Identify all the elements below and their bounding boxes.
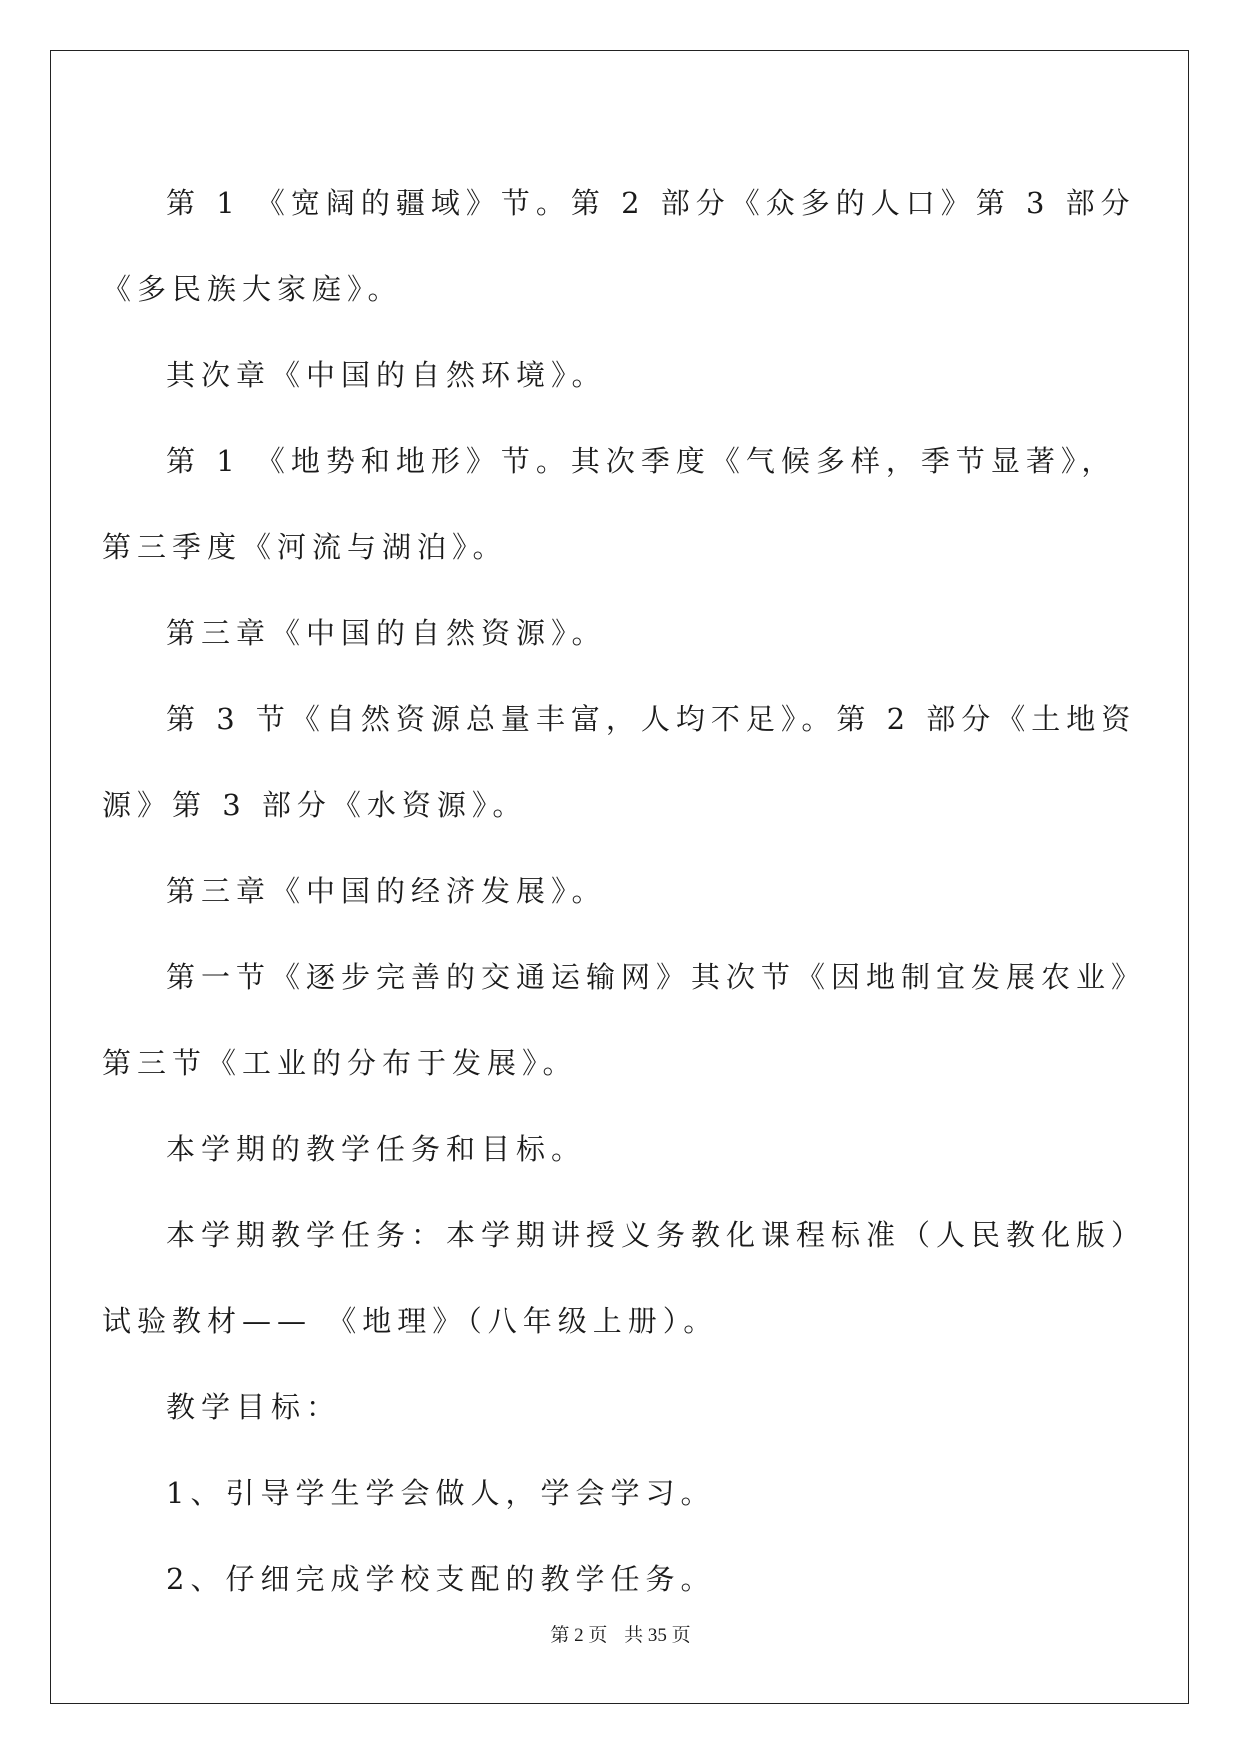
page-total: 共 35 页: [624, 1625, 691, 1646]
page-number: 第 2 页: [550, 1625, 608, 1646]
paragraph: 其次章《中国的自然环境》。: [166, 358, 607, 392]
document-body: [102, 160, 1142, 1622]
paragraph: 第 1 《地势和地形》节。其次季度《气候多样，季节显著》，第三季度《河流与湖泊》。: [102, 444, 1117, 564]
paragraph: 第三章《中国的经济发展》。: [166, 874, 607, 908]
paragraph: 2、仔细完成学校支配的教学任务。: [166, 1562, 716, 1596]
paragraph: 第三章《中国的自然资源》。: [166, 616, 607, 650]
paragraph: 第 3 节《自然资源总量丰富，人均不足》。第 2 部分《土地资源》第 3 部分《水资源》。: [102, 702, 1137, 822]
paragraph: 教学目标：: [166, 1390, 342, 1424]
paragraph: 本学期教学任务：本学期讲授义务教化课程标准（人民教化版）试验教材—— 《地理》（八年级上册）。: [102, 1218, 1132, 1338]
paragraph: 本学期的教学任务和目标。: [166, 1132, 587, 1166]
paragraph: 第 1 《宽阔的疆域》节。第 2 部分《众多的人口》第 3 部分《多民族大家庭》。: [102, 186, 1136, 306]
page-footer: [0, 1620, 1241, 1647]
paragraph: 1、引导学生学会做人，学会学习。: [166, 1476, 716, 1510]
paragraph: 第一节《逐步完善的交通运输网》其次节《因地制宜发展农业》第三节《工业的分布于发展》。: [102, 960, 1132, 1080]
